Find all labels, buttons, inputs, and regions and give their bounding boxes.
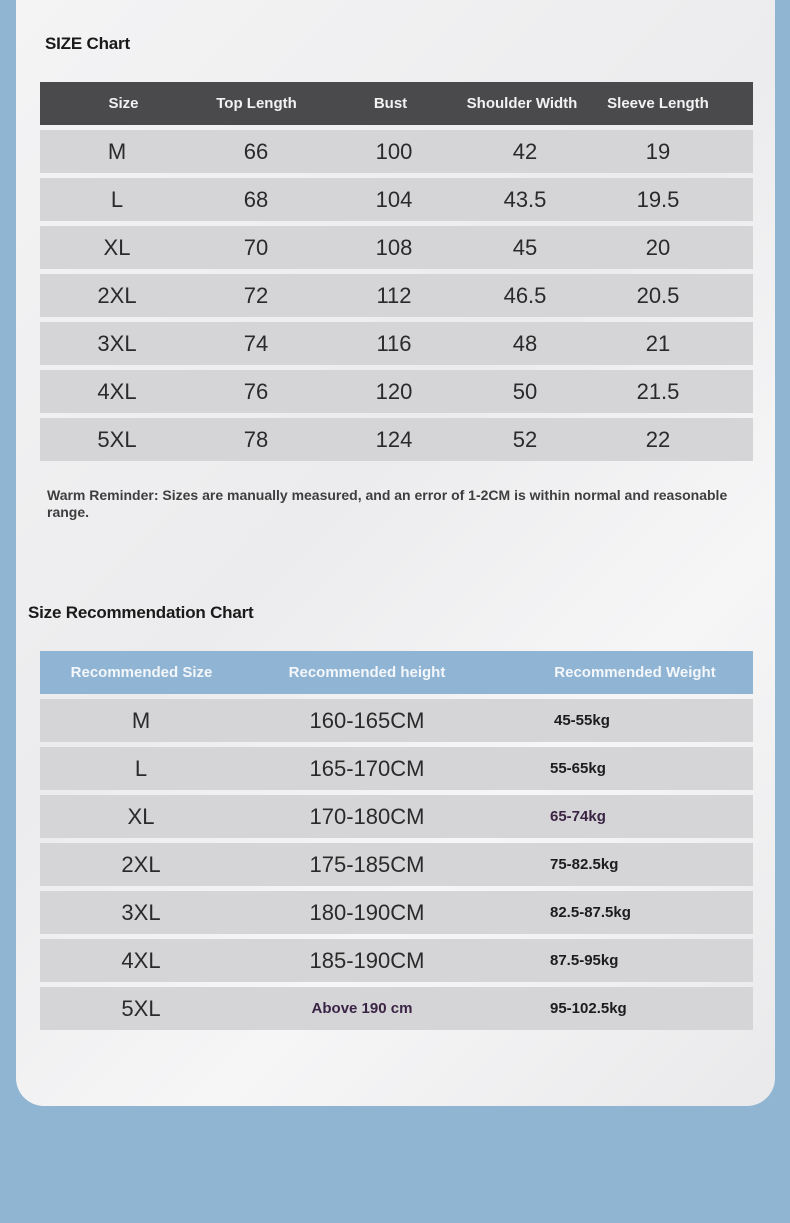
cell-bust: 112 — [376, 282, 412, 308]
header-recommended-size: Recommended Size — [70, 664, 213, 681]
cell-bust: 124 — [375, 426, 413, 452]
cell-recommended-size: XL — [127, 803, 155, 829]
header-recommended-height: Recommended height — [288, 664, 446, 681]
cell-sleeve-length: 20.5 — [636, 282, 680, 308]
size-chart-row — [40, 370, 753, 413]
cell-recommended-height: 160-165CM — [309, 707, 425, 733]
size-chart-table — [40, 82, 753, 461]
cell-top-length: 66 — [243, 138, 269, 164]
size-chart-row — [40, 226, 753, 269]
header-recommended-weight: Recommended Weight — [554, 664, 716, 681]
header-shoulder-width: Shoulder Width — [466, 95, 578, 112]
recommendation-header-row — [40, 651, 753, 694]
cell-sleeve-length: 21 — [645, 330, 671, 356]
cell-top-length: 76 — [243, 378, 269, 404]
cell-shoulder-width: 42 — [512, 138, 538, 164]
cell-top-length: 72 — [243, 282, 269, 308]
cell-sleeve-length: 19.5 — [636, 186, 680, 212]
header-sleeve-length: Sleeve Length — [607, 95, 709, 112]
cell-bust: 120 — [375, 378, 413, 404]
recommendation-row — [40, 747, 753, 790]
cell-shoulder-width: 50 — [512, 378, 538, 404]
cell-bust: 104 — [375, 186, 413, 212]
cell-recommended-size: 4XL — [121, 947, 161, 973]
cell-top-length: 74 — [243, 330, 269, 356]
cell-sleeve-length: 21.5 — [636, 378, 680, 404]
header-size: Size — [108, 95, 139, 112]
recommendation-row — [40, 795, 753, 838]
size-recommendation-title: Size Recommendation Chart — [28, 603, 254, 622]
cell-shoulder-width: 45 — [512, 234, 538, 260]
size-chart-row — [40, 322, 753, 365]
recommendation-row — [40, 891, 753, 934]
cell-top-length: 78 — [243, 426, 269, 452]
cell-shoulder-width: 52 — [512, 426, 538, 452]
cell-recommended-weight: 95-102.5kg — [550, 1000, 627, 1017]
cell-recommended-weight: 75-82.5kg — [550, 856, 619, 873]
cell-size: M — [107, 138, 127, 164]
cell-shoulder-width: 46.5 — [503, 282, 547, 308]
cell-sleeve-length: 22 — [645, 426, 671, 452]
cell-size: 4XL — [97, 378, 137, 404]
cell-recommended-height: Above 190 cm — [311, 1000, 413, 1017]
recommendation-row — [40, 699, 753, 742]
cell-recommended-size: 2XL — [121, 851, 161, 877]
cell-size: 2XL — [97, 282, 137, 308]
cell-top-length: 68 — [243, 186, 269, 212]
cell-recommended-height: 165-170CM — [309, 755, 425, 781]
cell-recommended-weight: 45-55kg — [554, 712, 610, 729]
recommendation-row — [40, 843, 753, 886]
cell-size: XL — [103, 234, 131, 260]
header-bust: Bust — [373, 95, 408, 112]
cell-recommended-size: 5XL — [121, 995, 161, 1021]
size-recommendation-table — [40, 651, 753, 1030]
cell-bust: 100 — [375, 138, 413, 164]
cell-size: 3XL — [97, 330, 137, 356]
cell-recommended-size: 3XL — [121, 899, 161, 925]
cell-recommended-weight: 65-74kg — [550, 808, 606, 825]
warm-reminder-note: Warm Reminder: Sizes are manually measured, and an error of 1-2CM is within normal and reasonable range. — [47, 487, 728, 520]
size-chart-row — [40, 178, 753, 221]
cell-recommended-weight: 87.5-95kg — [550, 952, 619, 969]
size-chart-header-row — [40, 82, 753, 125]
cell-recommended-size: M — [131, 707, 151, 733]
recommendation-row — [40, 939, 753, 982]
size-chart-row — [40, 418, 753, 461]
cell-recommended-height: 175-185CM — [309, 851, 425, 877]
cell-recommended-height: 180-190CM — [309, 899, 425, 925]
cell-recommended-size: L — [134, 755, 148, 781]
cell-size: L — [110, 186, 124, 212]
cell-shoulder-width: 43.5 — [503, 186, 547, 212]
cell-size: 5XL — [97, 426, 137, 452]
cell-bust: 108 — [375, 234, 413, 260]
recommendation-row — [40, 987, 753, 1030]
cell-recommended-weight: 82.5-87.5kg — [550, 904, 631, 921]
cell-recommended-height: 170-180CM — [309, 803, 425, 829]
cell-shoulder-width: 48 — [512, 330, 538, 356]
cell-recommended-height: 185-190CM — [309, 947, 425, 973]
size-chart-row — [40, 130, 753, 173]
header-top-length: Top Length — [216, 95, 297, 112]
cell-sleeve-length: 20 — [645, 234, 671, 260]
cell-top-length: 70 — [243, 234, 269, 260]
cell-recommended-weight: 55-65kg — [550, 760, 606, 777]
cell-bust: 116 — [376, 330, 412, 356]
size-chart-title: SIZE Chart — [45, 34, 130, 53]
size-chart-row — [40, 274, 753, 317]
cell-sleeve-length: 19 — [645, 138, 671, 164]
